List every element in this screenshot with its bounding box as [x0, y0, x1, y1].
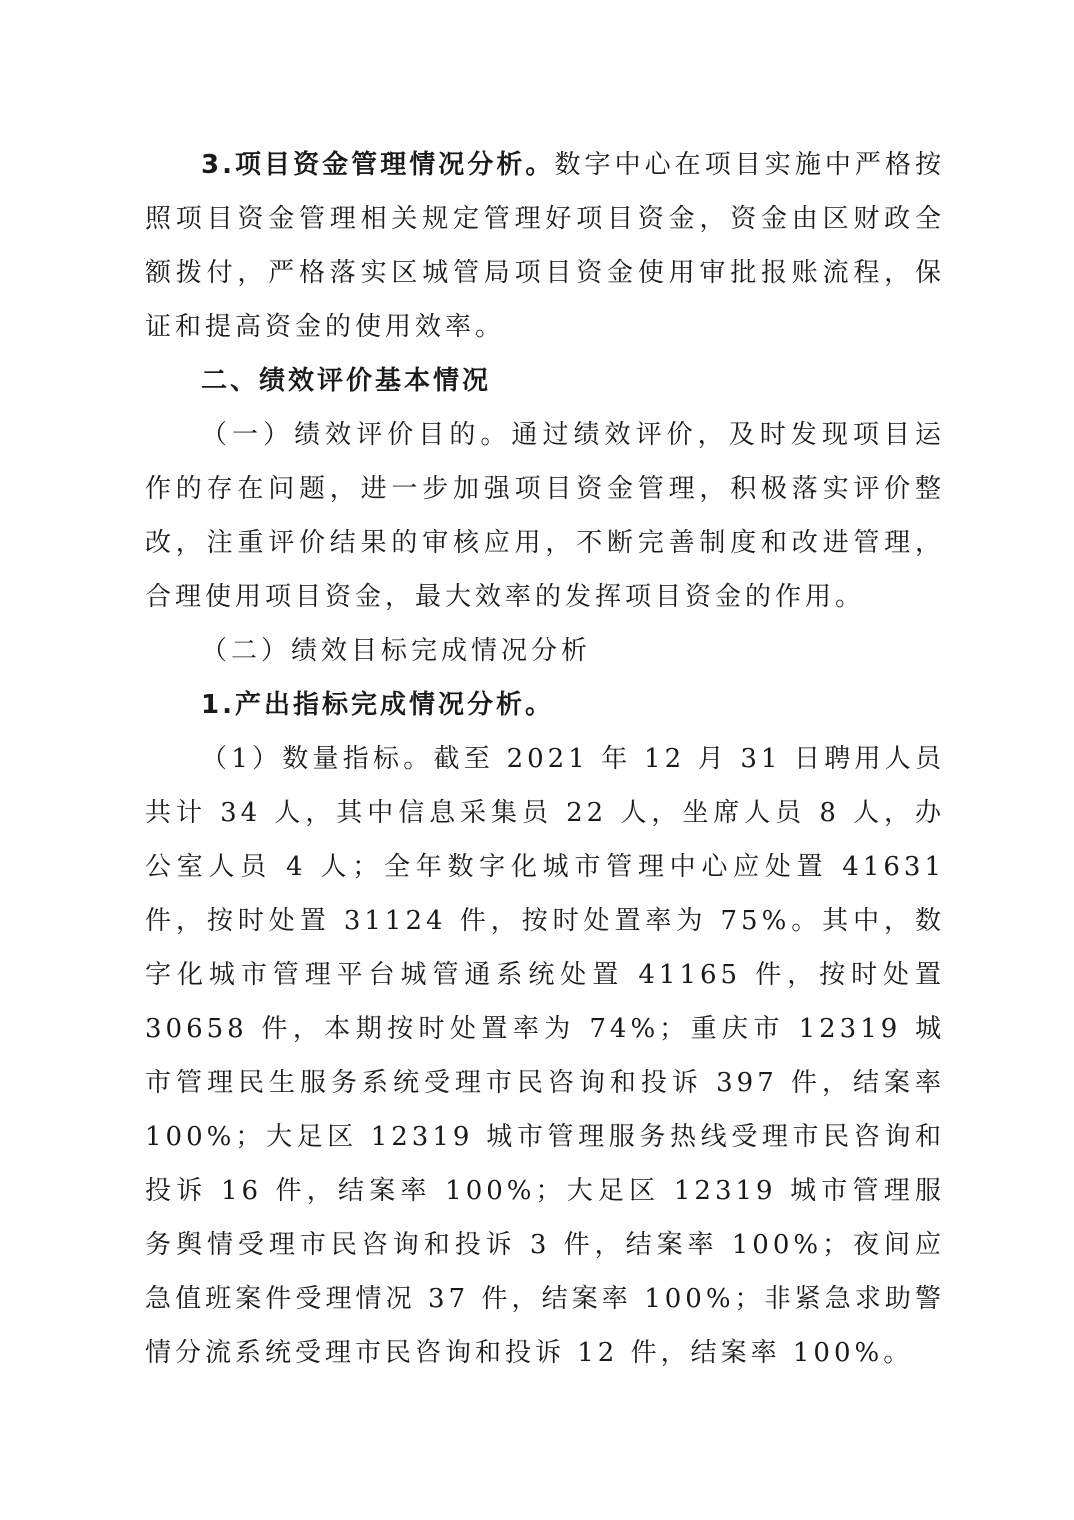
section-heading-evaluation: 二、绩效评价基本情况	[201, 366, 492, 396]
paragraph-body-evaluation-purpose: 通过绩效评价，及时发现项目运作的存在问题，进一步加强项目资金管理，积极落实评价整改，注重评价结果的审核应用，不断完善制度和改进管理，合理使用项目资金，最大效率的发挥项目资金的作用。	[145, 420, 945, 612]
paragraph-quantity-indicators: （1）数量指标。截至 2021 年 12 月 31 日聘用人员共计 34 人，其中信息采集员 22 人，坐席人员 8 人，办公室人员 4 人；全年数字化城市管理中心应处置 41631 件，按时处置 31124 件，按时处置率为 75%。其中，数字化城市管理平台城管通系统处置 41165 件，按时处置 30658 件，本期按时处置率为 74%；重庆市 12319 城市管理民生服务系统受理市民咨询和投诉 397 件，结案率 100%；大足区 12319 城市管理服务热线受理市民咨询和投诉 16 件，结案率 100%；大足区 12319 城市管理服务舆情受理市民咨询和投诉 3 件，结案率 100%；夜间应急值班案件受理情况 37 件，结案率 100%；非紧急求助警情分流系统受理市民咨询和投诉 12 件，结案率 100%。	[145, 744, 945, 1368]
document-page	[145, 138, 945, 1380]
paragraph-lead-evaluation-purpose: （一）绩效评价目的。	[201, 420, 512, 450]
paragraph-evaluation-purpose	[145, 408, 945, 624]
subheading-output-indicators: 1.产出指标完成情况分析。	[201, 690, 554, 720]
subheading-goal-analysis: （二）绩效目标完成情况分析	[201, 636, 592, 666]
paragraph-fund-management	[145, 138, 945, 354]
paragraph-lead-fund-management: 3.项目资金管理情况分析。	[201, 150, 555, 180]
paragraph-body-fund-management: 数字中心在项目实施中严格按照项目资金管理相关规定管理好项目资金，资金由区财政全额拨付，严格落实区城管局项目资金使用审批报账流程，保证和提高资金的使用效率。	[145, 150, 945, 342]
